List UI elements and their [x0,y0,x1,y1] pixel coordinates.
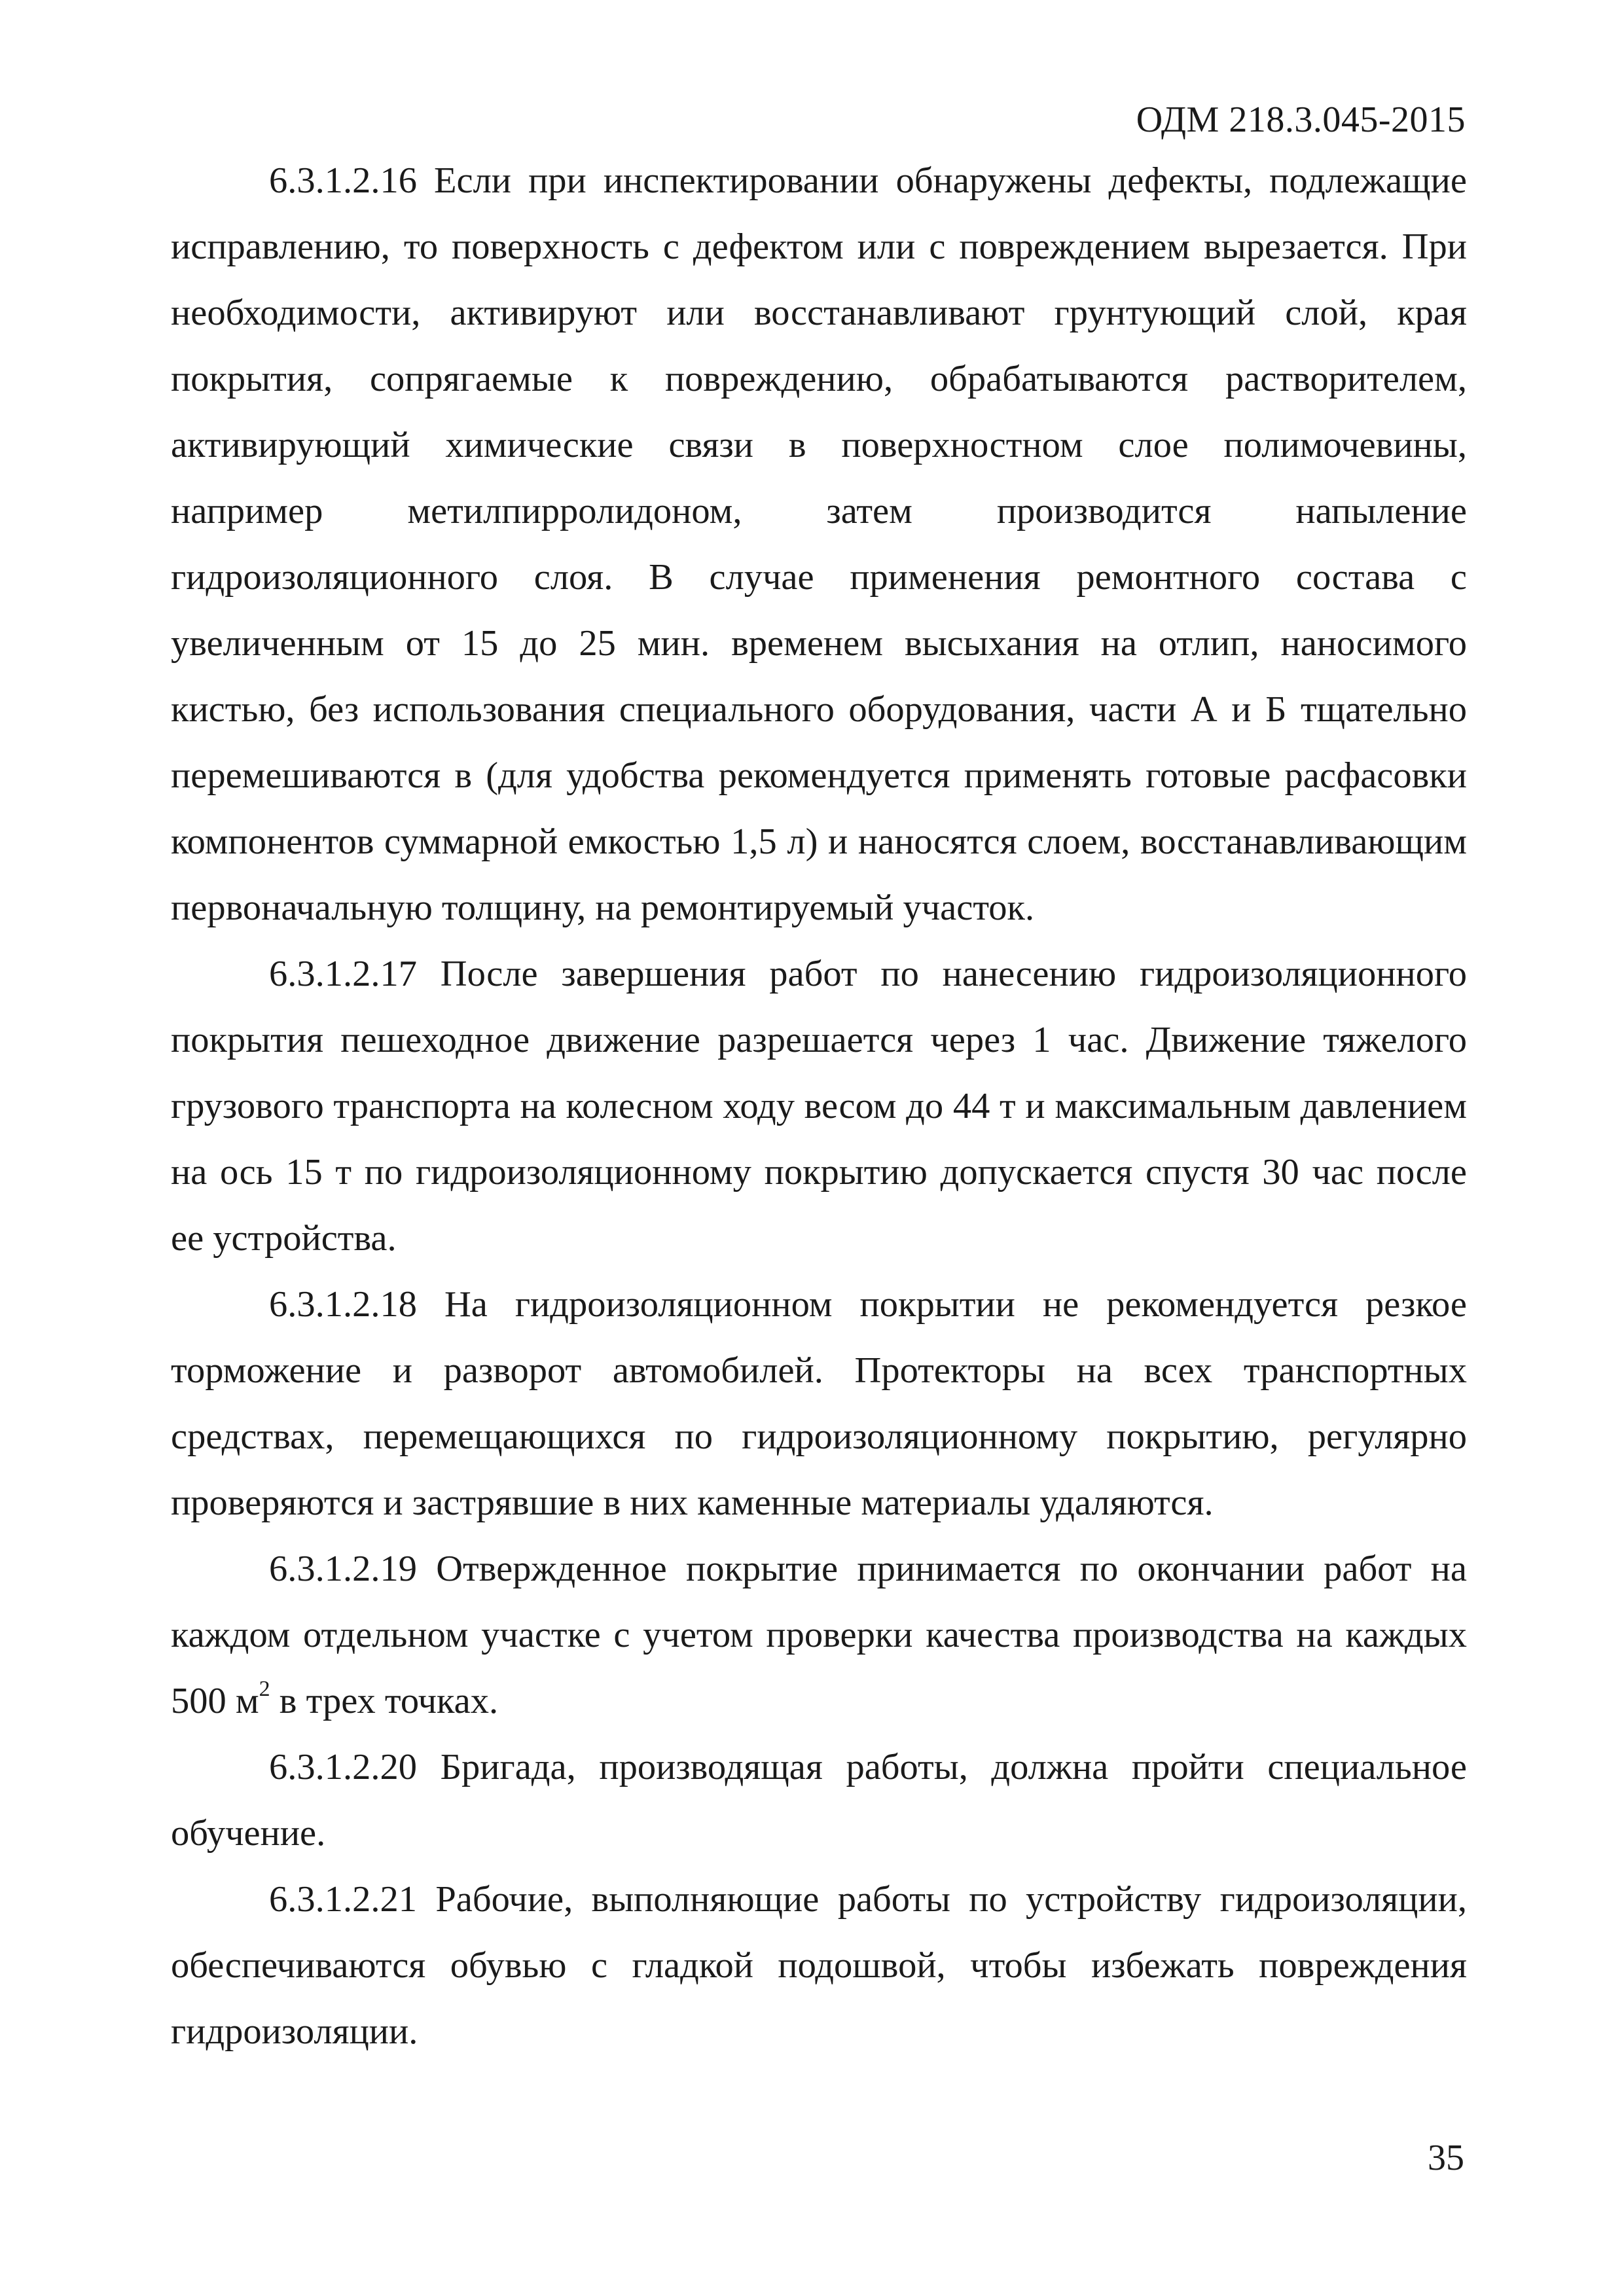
paragraph-6-3-1-2-17: 6.3.1.2.17 После завершения работ по нанесению гидроизоляционного покрытия пешеходное движение разрешается через 1 час. Движение тяжелого грузового транспорта на колесном ходу весом до 44 т и максимальным давлением на ось 15 т по гидроизоляционному покрытию допускается спустя 30 час после ее устройства. [171,954,1467,1259]
paragraph-6-3-1-2-19 [171,1536,1467,1734]
paragraph-6-3-1-2-16: 6.3.1.2.16 Если при инспектировании обнаружены дефекты, подлежащие исправлению, то поверхность с дефектом или с повреждением вырезается. При необходимости, активируют или восстанавливают грунтующий слой, края покрытия, сопрягаемые к повреждению, обрабатываются растворителем, активирующий химические связи в поверхностном слое полимочевины, например метилпирролидоном, затем производится напыление гидроизоляционного слоя. В случае применения ремонтного состава с увеличенным от 15 до 25 мин. временем высыхания на отлип, наносимого кистью, без использования специального оборудования, части А и Б тщательно перемешиваются в (для удобства рекомендуется применять готовые расфасовки компонентов суммарной емкостью 1,5 л) и наносятся слоем, восстанавливающим первоначальную толщину, на ремонтируемый участок. [171,160,1467,928]
paragraph-text-before-superscript: 6.3.1.2.19 Отвержденное покрытие принимается по окончании работ на каждом отдельном участке с учетом проверки качества производства на каждых 500 м [171,1549,1467,1721]
page-number: 35 [1428,2138,1464,2178]
document-code-header: ОДМ 218.3.045-2015 [1136,99,1466,140]
document-body [171,148,1467,2065]
paragraph-6-3-1-2-21: 6.3.1.2.21 Рабочие, выполняющие работы по устройству гидроизоляции, обеспечиваются обувью с гладкой подошвой, чтобы избежать повреждения гидроизоляции. [171,1879,1467,2052]
square-meter-superscript: 2 [259,1677,270,1702]
paragraph-6-3-1-2-18: 6.3.1.2.18 На гидроизоляционном покрытии не рекомендуется резкое торможение и разворот автомобилей. Протекторы на всех транспортных средствах, перемещающихся по гидроизоляционному покрытию, регулярно проверяются и застрявшие в них каменные материалы удаляются. [171,1284,1467,1523]
paragraph-text-after-superscript: в трех точках. [270,1681,499,1721]
paragraph-6-3-1-2-20: 6.3.1.2.20 Бригада, производящая работы, должна пройти специальное обучение. [171,1747,1467,1854]
